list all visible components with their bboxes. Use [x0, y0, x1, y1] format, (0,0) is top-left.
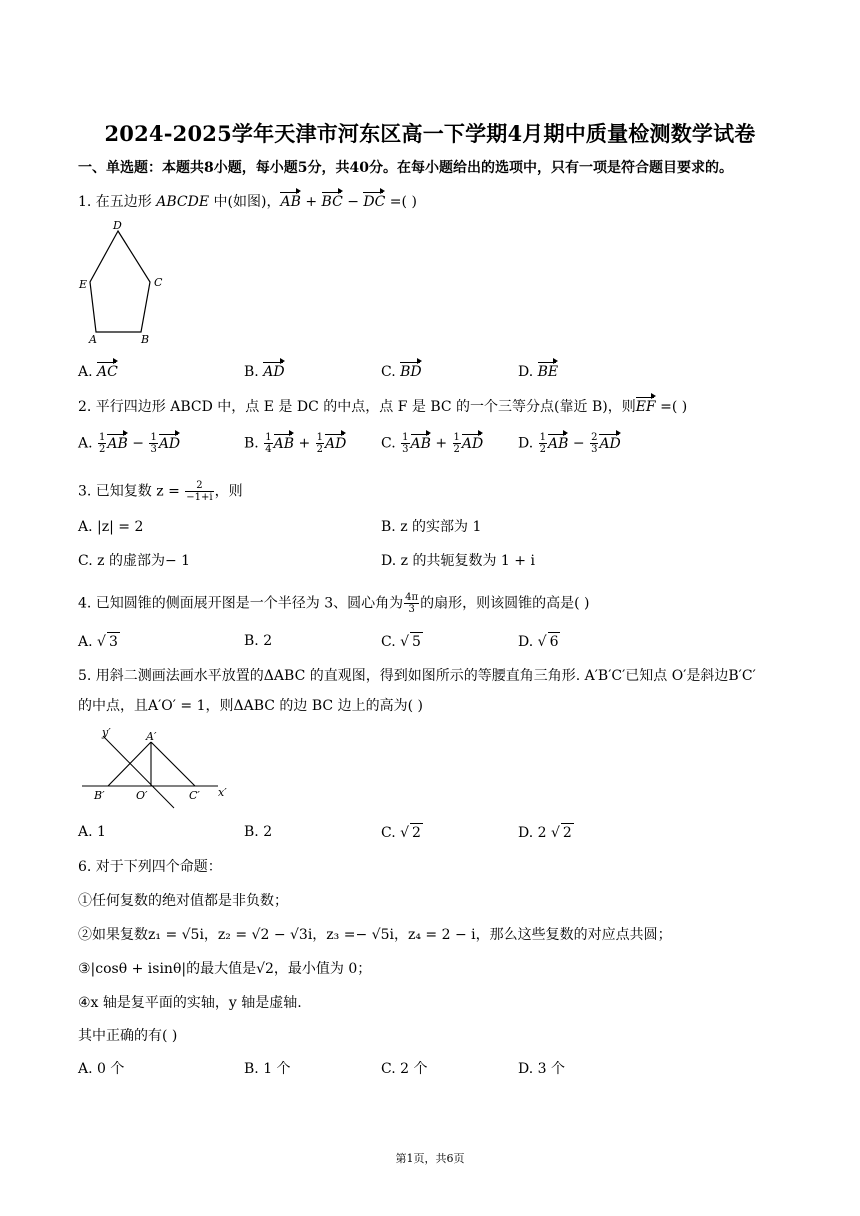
pentagon-label-c: C: [154, 276, 163, 289]
q6-item-1: ①任何复数的绝对值都是非负数；: [78, 893, 288, 909]
q6-option-c[interactable]: C. 2 个: [381, 1061, 428, 1077]
figure-label-x: x′: [218, 786, 227, 799]
q5-option-d[interactable]: D. 2 √ 2: [518, 825, 572, 841]
q6-item-2: ②如果复数z₁ = √5i，z₂ = √2 − √3i，z₃ =− √5i，z₄ = 2 − i，那么这些复数的对应点共圆；: [78, 927, 672, 943]
q2-option-b[interactable]: B. $\frac{1}{4}$ AB + $\frac{1}{2}$ AD: [244, 432, 347, 455]
q5-option-a[interactable]: A. 1: [78, 824, 106, 840]
q3-option-d[interactable]: D. z 的共轭复数为 1 + i: [381, 553, 535, 569]
pentagon-label-a: A: [89, 333, 97, 346]
oblique-triangle-figure: [78, 726, 238, 812]
q1-stem: 1. 在五边形 ABCDE 中(如图)，AB + BC − DC =( ): [78, 191, 417, 211]
q2-stem: 2. 平行四边形 ABCD 中，点 E 是 DC 的中点，点 F 是 BC 的一个三等分点(靠近 B)，则EF =( ): [78, 396, 687, 416]
q1-option-b[interactable]: B. AD: [244, 361, 285, 381]
figure-label-b: B′: [94, 789, 105, 802]
q3-option-b[interactable]: B. z 的实部为 1: [381, 519, 482, 535]
q5-stem-line1: 5. 用斜二测画法画水平放置的ΔABC 的直观图，得到如图所示的等腰直角三角形. A′B′C′已知点 O′是斜边B′C′: [78, 668, 756, 684]
q2-option-c[interactable]: C. $\frac{1}{3}$ AB + $\frac{1}{2}$ AD: [381, 432, 484, 455]
figure-label-c: C′: [189, 789, 200, 802]
q5-option-c[interactable]: C. √ 2: [381, 825, 421, 841]
q6-option-b[interactable]: B. 1 个: [244, 1061, 291, 1077]
figure-label-a: A′: [146, 730, 157, 743]
pentagon-label-b: B: [141, 333, 150, 346]
q4-option-b[interactable]: B. 2: [244, 633, 273, 649]
q1-option-c[interactable]: C. BD: [381, 361, 422, 381]
pentagon-figure: [74, 216, 174, 348]
q1-option-d[interactable]: D. BE: [518, 361, 558, 381]
q3-stem: 3. 已知复数 z = $\frac{2}{-1+i}$ ，则: [78, 480, 243, 503]
q5-stem-line2: 的中点，且A′O′ = 1，则ΔABC 的边 BC 边上的高为( ): [78, 698, 423, 714]
q4-option-a[interactable]: A. √ 3: [78, 634, 118, 650]
q6-stem: 6. 对于下列四个命题：: [78, 859, 222, 875]
q5-option-b[interactable]: B. 2: [244, 824, 273, 840]
q6-option-a[interactable]: A. 0 个: [78, 1061, 125, 1077]
figure-label-y: y′: [102, 726, 111, 739]
q4-stem: 4. 已知圆锥的侧面展开图是一个半径为 3、圆心角为 $\frac{4\pi}{3}$ 的扇形，则该圆锥的高是( ): [78, 592, 590, 615]
q6-item-4: ④x 轴是复平面的实轴，y 轴是虚轴.: [78, 995, 302, 1011]
pentagon-label-e: E: [79, 278, 88, 291]
section-heading: 一、单选题：本题共8小题，每小题5分，共40分。在每小题给出的选项中，只有一项是符合题目要求的。: [78, 160, 733, 176]
q6-ask: 其中正确的有( ): [78, 1028, 178, 1044]
q2-option-d[interactable]: D. $\frac{1}{2}$ AB − $\frac{2}{3}$ AD: [518, 432, 621, 455]
page-title: 2024-2025学年天津市河东区高一下学期4月期中质量检测数学试卷: [104, 121, 756, 146]
q1-option-a[interactable]: A. AC: [78, 361, 118, 381]
page-footer: 第1页，共6页: [395, 1152, 465, 1165]
q6-item-3: ③|cosθ + isinθ|的最大值是√2，最小值为 0；: [78, 961, 372, 977]
q3-option-c[interactable]: C. z 的虚部为− 1: [78, 553, 191, 569]
q2-option-a[interactable]: A. $\frac{1}{2}$ AB − $\frac{1}{3}$ AD: [78, 432, 181, 455]
pentagon-label-d: D: [113, 219, 122, 232]
q3-option-a[interactable]: A. |z| = 2: [78, 519, 144, 535]
q4-option-c[interactable]: C. √ 5: [381, 634, 421, 650]
q4-option-d[interactable]: D. √ 6: [518, 634, 559, 650]
figure-label-o: O′: [136, 789, 148, 802]
q6-option-d[interactable]: D. 3 个: [518, 1061, 565, 1077]
